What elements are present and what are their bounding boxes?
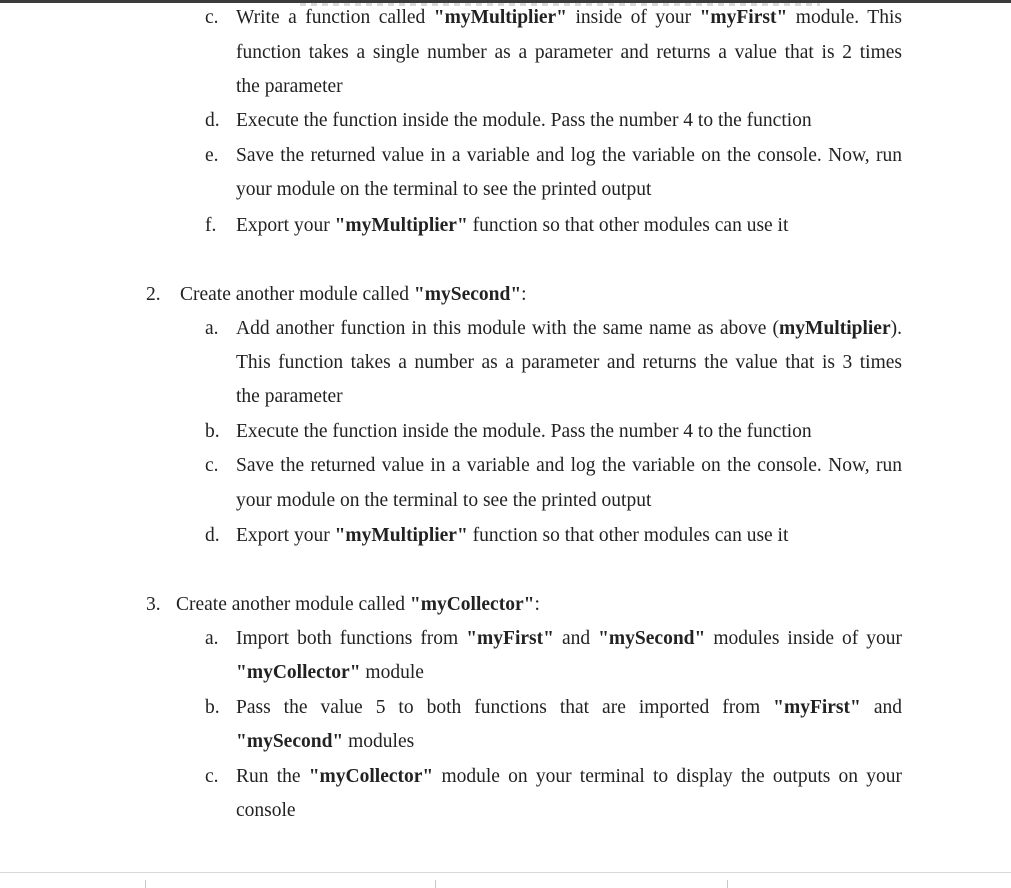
list-item-text-line: "myCollector" module (236, 662, 424, 683)
ruler-tick (145, 880, 146, 888)
list-item-text-line: your module on the terminal to see the printed output (236, 179, 652, 200)
list-item-marker: d. (205, 110, 220, 131)
list-item-text-line: Save the returned value in a variable and log the variable on the console. Now, run (236, 145, 902, 166)
list-item-text-line: the parameter (236, 386, 343, 407)
list-item-text-line: console (236, 800, 296, 821)
list-item-marker: f. (205, 215, 217, 236)
list-item-text-line: Write a function called "myMultiplier" inside of your "myFirst" module. This (236, 7, 902, 28)
list-item-marker: c. (205, 766, 219, 787)
list-item-text-line: the parameter (236, 76, 343, 97)
list-item-text-line: Export your "myMultiplier" function so that other modules can use it (236, 525, 789, 546)
list-item-text-line: Add another function in this module with the same name as above (myMultiplier). (236, 318, 902, 339)
list-item-text-line: Execute the function inside the module. Pass the number 4 to the function (236, 421, 812, 442)
ruler-tick (727, 880, 728, 888)
list-item-text-line: your module on the terminal to see the printed output (236, 490, 652, 511)
list-item-marker: c. (205, 455, 219, 476)
list-item-text-line: Save the returned value in a variable and log the variable on the console. Now, run (236, 455, 902, 476)
list-item-text-line: Run the "myCollector" module on your terminal to display the outputs on your (236, 766, 902, 787)
section-heading: Create another module called "mySecond": (180, 284, 527, 305)
list-item-marker: a. (205, 318, 219, 339)
list-item-text-line: function takes a single number as a parameter and returns a value that is 2 times (236, 42, 902, 63)
list-item-marker: d. (205, 525, 220, 546)
list-item-text-line: Export your "myMultiplier" function so that other modules can use it (236, 215, 789, 236)
section-number: 3. (146, 594, 161, 615)
list-item-text-line: "mySecond" modules (236, 731, 415, 752)
page-bottom-edge (0, 872, 1011, 873)
list-item-marker: b. (205, 421, 220, 442)
list-item-text-line: Pass the value 5 to both functions that are imported from "myFirst" and (236, 697, 902, 718)
list-item-marker: e. (205, 145, 219, 166)
section-heading: Create another module called "myCollector": (176, 594, 540, 615)
list-item-marker: a. (205, 628, 219, 649)
list-item-text-line: Execute the function inside the module. Pass the number 4 to the function (236, 110, 812, 131)
list-item-text-line: Import both functions from "myFirst" and "mySecond" modules inside of your (236, 628, 902, 649)
ruler-tick (435, 880, 436, 888)
list-item-marker: c. (205, 7, 219, 28)
section-number: 2. (146, 284, 161, 305)
list-item-text-line: This function takes a number as a parameter and returns the value that is 3 times (236, 352, 902, 373)
list-item-marker: b. (205, 697, 220, 718)
